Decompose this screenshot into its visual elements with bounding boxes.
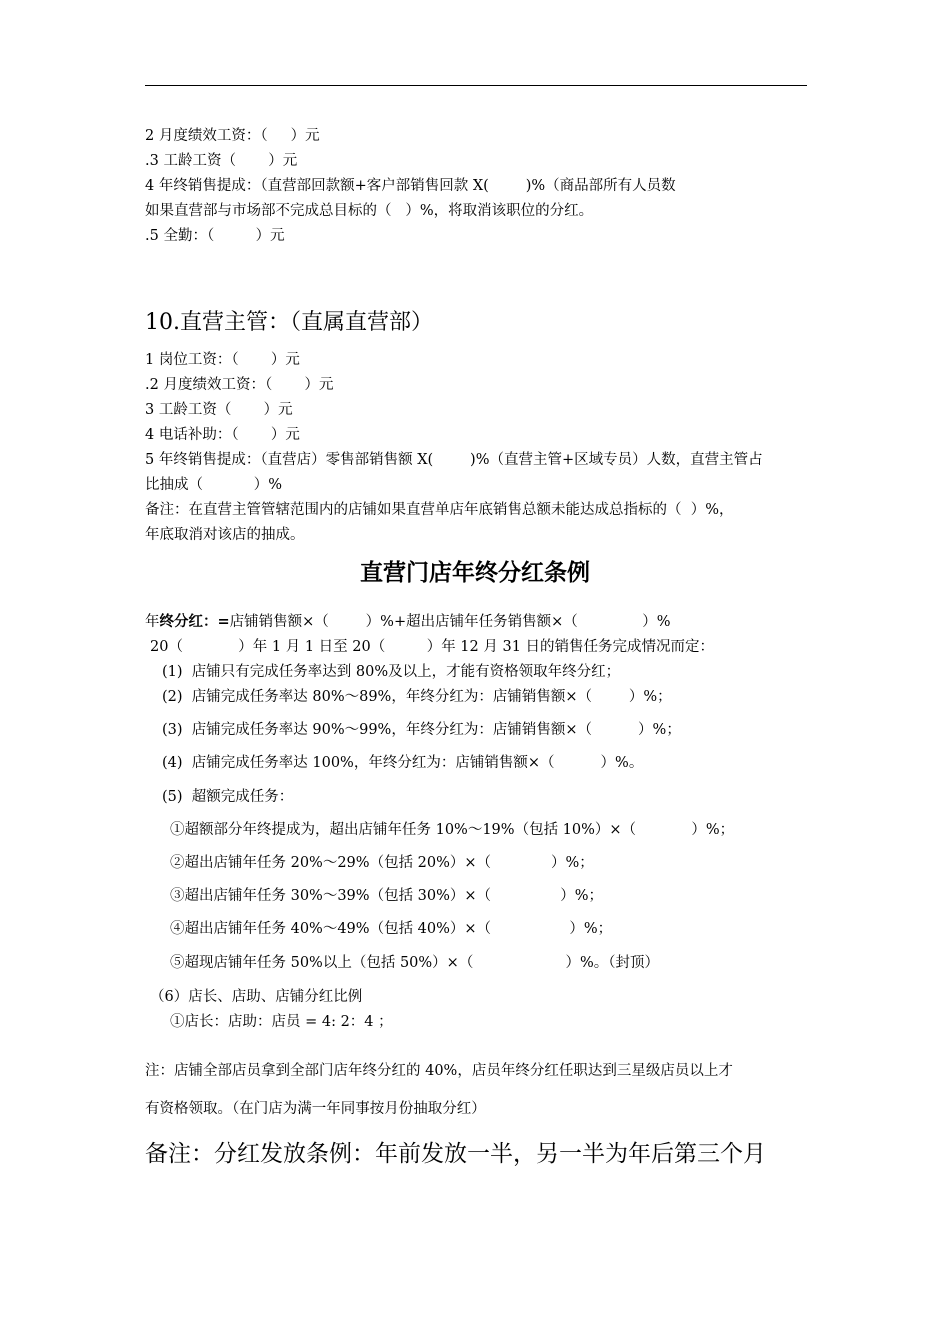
- line-seniority-pay: .3 工龄工资（ ）元: [145, 153, 298, 169]
- final-remark: 备注：分红发放条例：年前发放一半，另一半为年后第三个月: [145, 1141, 766, 1167]
- formula-rest: 店铺销售额×（ ）%+超出店铺年任务销售额×（ ）%: [229, 614, 671, 630]
- line-monthly-perf-pay: 2 月度绩效工资：（ ）元: [145, 128, 320, 144]
- bonus-item-6: （6）店长、店助、店铺分红比例: [150, 989, 363, 1005]
- bonus-note-1: 注：店铺全部店员拿到全部门店年终分红的 40%，店员年终分红任职达到三星级店员以上才: [145, 1063, 733, 1079]
- section-10-heading: 10.直营主管：（直属直营部）: [145, 310, 433, 335]
- line-monthly-perf-pay-2: .2 月度绩效工资：（ ）元: [145, 377, 334, 393]
- bonus-sub-item-1: ①超额部分年终提成为，超出店铺年任务 10%～19%（包括 10%）×（ ）%；: [170, 822, 735, 838]
- line-remark: 备注：在直营主管管辖范围内的店铺如果直营单店年底销售总额未能达成总指标的（ ）%，: [145, 502, 734, 518]
- bonus-sub-item-3: ③超出店铺年任务 30%～39%（包括 30%）×（ ）%；: [170, 888, 603, 904]
- line-commission-share: 比抽成（ ）%: [145, 477, 282, 493]
- bonus-item-2: (2) 店铺完成任务率达 80%～89%，年终分红为：店铺销售额×（ ）%；: [162, 689, 672, 705]
- bonus-item-5: (5) 超额完成任务：: [162, 789, 294, 805]
- line-annual-commission-2: 5 年终销售提成：（直营店）零售部销售额 X( )%（直营主管+区域专员）人数，直营主管占: [145, 452, 763, 468]
- bonus-sub-item-4: ④超出店铺年任务 40%～49%（包括 40%）×（ ）%；: [170, 921, 613, 937]
- bonus-item-3: (3) 店铺完成任务率达 90%～99%，年终分红为：店铺销售额×（ ）%；: [162, 722, 681, 738]
- bonus-item-4: (4) 店铺完成任务率达 100%，年终分红为：店铺销售额×（ ）%。: [162, 755, 644, 771]
- bonus-note-2: 有资格领取。（在门店为满一年同事按月份抽取分红）: [145, 1101, 486, 1117]
- bonus-sub-item-2: ②超出店铺年任务 20%～29%（包括 20%）×（ ）%；: [170, 855, 594, 871]
- bonus-title: 直营门店年终分红条例: [360, 560, 590, 586]
- line-annual-commission: 4 年终销售提成：（直营部回款额+客户部销售回款 X( )%（商品部所有人员数: [145, 178, 676, 194]
- bonus-item-1: (1) 店铺只有完成任务率达到 80%及以上，才能有资格领取年终分红；: [162, 664, 621, 680]
- line-remark-cont: 年底取消对该店的抽成。: [145, 527, 305, 543]
- line-target-condition: 如果直营部与市场部不完成总目标的（ ）%，将取消该职位的分红。: [145, 203, 594, 219]
- formula-prefix: 年: [145, 614, 160, 630]
- bonus-period: 20（ ）年 1 月 1 日至 20（ ）年 12 月 31 日的销售任务完成情况而定：: [150, 639, 715, 655]
- line-seniority-pay-2: 3 工龄工资（ ）元: [145, 402, 293, 418]
- line-attendance-bonus: .5 全勤：（ ）元: [145, 228, 285, 244]
- bonus-sub-item-5: ⑤超现店铺年任务 50%以上（包括 50%）×（ ）%。（封顶）: [170, 955, 660, 971]
- line-position-pay: 1 岗位工资：（ ）元: [145, 352, 300, 368]
- header-rule: [145, 85, 807, 86]
- line-phone-allowance: 4 电话补助：（ ）元: [145, 427, 300, 443]
- bonus-formula: [145, 613, 671, 631]
- bonus-ratio: ①店长：店助：店员 = 4: 2：4 ；: [170, 1014, 393, 1030]
- formula-label: 终分红：=: [159, 614, 230, 630]
